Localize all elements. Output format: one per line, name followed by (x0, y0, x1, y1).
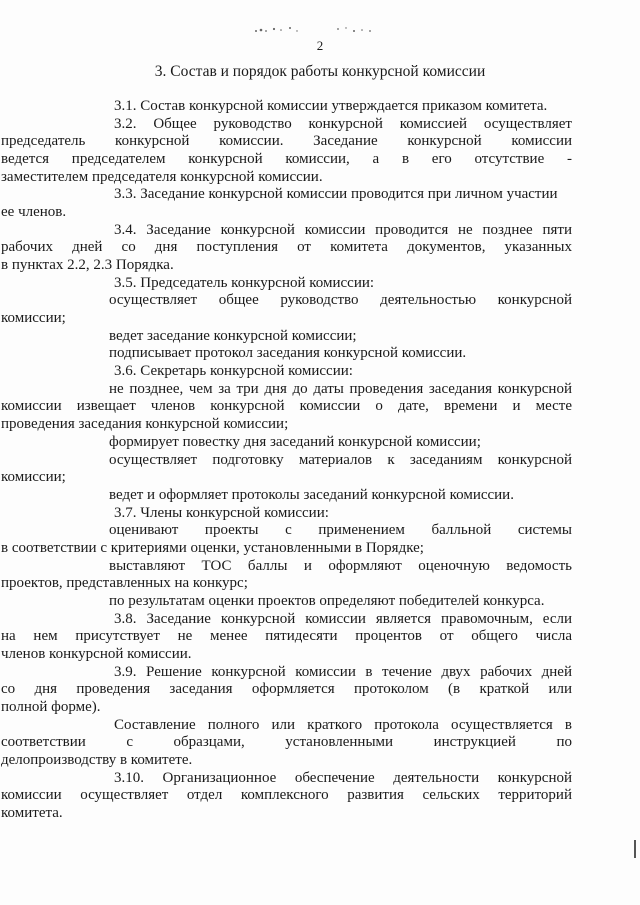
text-line: подписывает протокол заседания конкурсной комиссии. (109, 345, 467, 362)
text-line: ведет и оформляет протоколы заседаний конкурсной комиссии. (109, 486, 514, 503)
text-line: комитета. (1, 805, 63, 821)
text-line: 3.1. Состав конкурсной комиссии утверждается приказом комитета. (114, 98, 548, 114)
text-line: оценивают проекты с применением балльной системы (109, 522, 572, 539)
text-line: осуществляет общее руководство деятельностью конкурсной (109, 292, 572, 309)
text-line: 3.10. Организационное обеспечение деятельности конкурсной (114, 769, 572, 786)
text-line: рабочих дней со дня поступления от комитета документов, указанных (1, 239, 572, 256)
text-line: 3.3. Заседание конкурсной комиссии проводится при личном участии (114, 186, 558, 203)
section-title: 3. Состав и порядок работы конкурсной комиссии (154, 63, 486, 80)
text-line: 3.9. Решение конкурсной комиссии в течение двух рабочих дней (114, 663, 572, 680)
text-line: делопроизводству в комитете. (1, 751, 193, 768)
text-line: 3.2. Общее руководство конкурсной комиссией осуществляет (114, 115, 572, 132)
text-line: комиссии; (1, 310, 66, 327)
text-line: в пунктах 2.2, 2.3 Порядка. (1, 257, 174, 274)
text-line: проведения заседания конкурсной комиссии; (1, 416, 289, 433)
text-line: осуществляет подготовку материалов к заседаниям конкурсной (109, 451, 572, 468)
text-line: комиссии; (1, 469, 66, 486)
text-line: проектов, представленных на конкурс; (1, 575, 248, 592)
text-line: комиссии извещает членов конкурсной комиссии о дате, времени и месте (1, 398, 572, 415)
text-line: ведется председателем конкурсной комиссии, а в его отсутствие - (1, 151, 572, 168)
text-line: 3.4. Заседание конкурсной комиссии проводится не позднее пяти (114, 221, 572, 238)
text-line: со дня проведения заседания оформляется протоколом (в краткой или (1, 681, 572, 698)
text-line: членов конкурсной комиссии. (1, 645, 192, 662)
text-line: ее членов. (1, 204, 67, 221)
text-line: 3.6. Секретарь конкурсной комиссии: (114, 363, 353, 380)
text-line: комиссии осуществляет отдел комплексного развития сельских территорий (1, 787, 572, 804)
text-line: Составление полного или краткого протокола осуществляется в (114, 716, 572, 733)
text-line: председатель конкурсной комиссии. Заседание конкурсной комиссии (1, 133, 572, 150)
text-line: полной форме). (1, 698, 101, 715)
text-line: 3.5. Председатель конкурсной комиссии: (114, 274, 375, 291)
text-line: на нем присутствует не менее пятидесяти процентов от общего числа (1, 628, 572, 645)
document-body (1, 0, 572, 905)
text-line: по результатам оценки проектов определяют победителей конкурса. (109, 592, 545, 609)
text-line: 3.8. Заседание конкурсной комиссии является правомочным, если (114, 610, 572, 627)
text-line: соответствии с образцами, установленными инструкцией по (1, 734, 572, 751)
text-line: выставляют ТОС баллы и оформляют оценочную ведомость (109, 557, 572, 574)
text-line: ведет заседание конкурсной комиссии; (109, 327, 357, 344)
text-line: не позднее, чем за три дня до даты проведения заседания конкурсной (109, 380, 572, 397)
text-line: 3.7. Члены конкурсной комиссии: (114, 504, 329, 521)
page-number: 2 (316, 38, 324, 53)
text-line: заместителем председателя конкурсной комиссии. (1, 168, 323, 185)
text-line: формирует повестку дня заседаний конкурсной комиссии; (109, 433, 481, 450)
scan-edge-artifact (634, 840, 636, 858)
text-line: в соответствии с критериями оценки, установленными в Порядке; (1, 539, 424, 556)
